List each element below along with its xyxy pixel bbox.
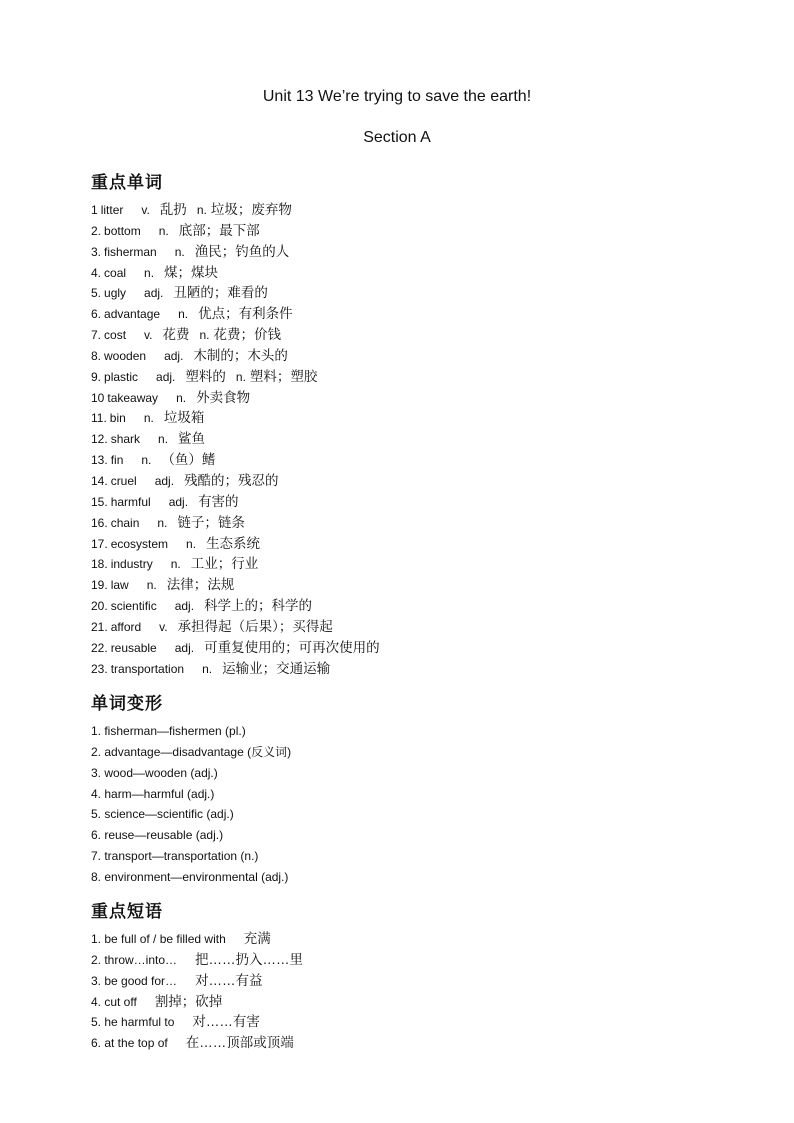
phrase-item [91, 929, 303, 950]
vocab-word: cruel [110, 473, 137, 488]
vocab-pos: n. [143, 411, 154, 426]
vocab-word: advantage [104, 307, 161, 322]
word-form-item: 5. science—scientific (adj.) [91, 807, 234, 822]
vocab-pos: n. [144, 265, 155, 280]
vocab-number: 2. [91, 223, 102, 238]
vocab-heading: 重点单词 [91, 173, 163, 192]
vocab-number: 14. [91, 473, 108, 488]
phrase-item [91, 950, 303, 971]
vocab-number: 18. [91, 557, 108, 572]
vocab-word: takeaway [107, 390, 159, 405]
vocab-meaning: 科学上的；科学的 [204, 598, 313, 614]
vocab-meaning-secondary: 塑料；塑胶 [249, 368, 318, 384]
vocab-meaning: 工业；行业 [190, 556, 259, 572]
vocab-meaning-secondary: 垃圾；废弃物 [210, 202, 292, 217]
vocab-meaning: 花费 [162, 327, 190, 343]
vocab-meaning: 鲨鱼 [178, 431, 206, 447]
vocab-pos: n. [186, 536, 197, 551]
forms-list [91, 721, 291, 888]
word-form-item: 1. fisherman—fishermen (pl.) [91, 724, 246, 738]
vocab-meaning-secondary: 花费；价钱 [213, 327, 281, 343]
section-title: Section A [363, 129, 431, 146]
phrases-list [91, 929, 303, 1054]
vocab-meaning: 优点；有利条件 [198, 306, 293, 322]
phrase-chinese: 在……顶部或顶端 [185, 1035, 294, 1051]
phrases-heading: 重点短语 [91, 902, 163, 921]
vocab-number: 5. [91, 286, 102, 301]
vocab-meaning: 煤；煤块 [164, 264, 219, 280]
vocab-word: wooden [104, 348, 147, 363]
vocab-meaning: 承担得起（后果）；买得起 [177, 618, 333, 634]
vocab-number: 19. [91, 578, 108, 593]
vocab-word: bottom [104, 223, 141, 238]
vocab-pos-secondary: n. [196, 203, 207, 217]
vocab-number: 7. [91, 328, 102, 343]
phrase-chinese: 对……有害 [192, 1014, 260, 1030]
vocab-pos: n. [170, 557, 181, 572]
vocab-pos: n. [141, 453, 152, 468]
vocab-meaning: 外卖食物 [196, 389, 251, 405]
vocab-item [91, 367, 380, 388]
vocab-number: 17. [91, 536, 108, 551]
vocab-number: 13. [91, 453, 108, 468]
vocab-item [91, 263, 380, 284]
vocab-item [91, 575, 380, 596]
vocab-pos: n. [158, 432, 169, 447]
vocab-word: transportation [110, 661, 185, 676]
phrase-chinese: 把……扔入……里 [195, 951, 304, 967]
vocab-number: 11. [91, 411, 107, 426]
vocab-number: 16. [91, 515, 108, 530]
phrase-item [91, 992, 303, 1013]
word-form-item: 7. transport—transportation (n.) [91, 849, 259, 864]
phrase-item [91, 1012, 303, 1033]
vocab-meaning: 渔民；钓鱼的人 [194, 243, 290, 259]
vocab-pos: n. [178, 307, 189, 322]
vocab-item [91, 617, 380, 638]
vocab-pos-secondary: n. [199, 328, 210, 343]
vocab-word: harmful [110, 494, 151, 509]
vocab-pos: adj. [144, 286, 164, 301]
word-form-item: 6. reuse—reusable (adj.) [91, 828, 224, 843]
vocab-item [91, 221, 380, 242]
vocab-item [91, 200, 380, 221]
vocab-word: industry [110, 557, 153, 572]
vocab-word: fisherman [104, 244, 157, 259]
vocab-meaning: 可重复使用的；可再次使用的 [204, 639, 380, 655]
vocab-word: law [110, 578, 129, 593]
vocab-word: litter [100, 203, 124, 217]
vocab-word: reusable [110, 640, 157, 655]
vocab-word: scientific [110, 599, 157, 614]
vocab-pos: adj. [174, 599, 195, 614]
vocab-pos: n. [176, 390, 187, 405]
phrase-item [91, 971, 303, 992]
vocab-meaning: 链子；链条 [177, 514, 245, 530]
phrase-english: 5. he harmful to [91, 1015, 175, 1030]
vocab-meaning: 生态系统 [206, 535, 261, 551]
phrase-english: 3. be good for… [91, 973, 178, 988]
vocab-meaning: 有害的 [198, 493, 239, 509]
vocab-pos: v. [141, 203, 150, 217]
vocab-number: 8. [91, 348, 102, 363]
vocab-pos: n. [146, 578, 157, 593]
vocab-pos: v. [144, 328, 153, 343]
vocab-pos: n. [157, 515, 168, 530]
phrase-chinese: 对……有益 [195, 972, 263, 988]
vocab-item [91, 283, 380, 304]
vocab-pos: n. [158, 223, 169, 238]
vocab-word: fin [110, 453, 124, 468]
vocab-item [91, 304, 380, 325]
vocab-pos: n. [202, 661, 213, 676]
phrase-english: 6. at the top of [91, 1036, 168, 1051]
vocab-item [91, 513, 380, 534]
phrase-english: 2. throw…into… [91, 952, 178, 967]
word-form-item: 8. environment—environmental (adj.) [91, 869, 289, 884]
vocab-number: 20. [91, 599, 108, 614]
vocab-item [91, 346, 380, 367]
word-form-item: 4. harm—harmful (adj.) [91, 786, 215, 801]
vocab-item [91, 471, 380, 492]
vocab-meaning: 法律；法规 [166, 577, 235, 593]
vocab-word: afford [110, 619, 142, 634]
vocab-pos: adj. [164, 348, 184, 363]
vocab-number: 4. [91, 265, 102, 280]
phrase-item [91, 1033, 303, 1054]
vocab-word: plastic [104, 369, 139, 384]
vocab-pos: v. [159, 619, 168, 634]
forms-heading: 单词变形 [91, 694, 163, 713]
vocab-item [91, 325, 380, 346]
word-form-item: 2. advantage—disadvantage (反义词) [91, 744, 292, 759]
vocab-word: ugly [104, 286, 127, 301]
vocab-pos: n. [174, 244, 185, 259]
phrase-chinese: 割掉；砍掉 [154, 993, 223, 1009]
vocab-item [91, 388, 380, 409]
vocab-item [91, 408, 380, 429]
vocab-meaning: 乱扔 [159, 202, 187, 217]
vocab-number: 12. [91, 432, 108, 447]
vocab-meaning: 残酷的；残忍的 [184, 472, 279, 488]
vocab-item [91, 638, 380, 659]
vocab-number: 3. [91, 244, 102, 259]
vocab-number: 21. [91, 619, 108, 634]
vocab-number: 6. [91, 307, 102, 322]
vocab-meaning: 塑料的 [185, 368, 226, 384]
vocab-meaning: 丑陋的；难看的 [173, 285, 268, 301]
vocab-item [91, 534, 380, 555]
vocab-word: cost [104, 328, 127, 343]
word-form-item: 3. wood—wooden (adj.) [91, 765, 218, 780]
vocab-item [91, 242, 380, 263]
vocab-number: 22. [91, 640, 108, 655]
vocab-number: 23. [91, 661, 108, 676]
vocab-word: shark [110, 432, 141, 447]
vocab-pos-secondary: n. [235, 369, 246, 384]
vocab-meaning: 木制的；木头的 [193, 347, 288, 363]
vocab-pos: adj. [154, 473, 175, 488]
vocab-item [91, 492, 380, 513]
vocab-item [91, 450, 380, 471]
vocab-word: chain [110, 515, 140, 530]
vocab-item [91, 596, 380, 617]
unit-title: Unit 13 We’re trying to save the earth! [262, 88, 532, 105]
vocab-pos: adj. [174, 640, 195, 655]
phrase-english: 1. be full of / be filled with [91, 932, 226, 946]
vocab-word: bin [109, 411, 126, 426]
vocab-number: 1 [91, 203, 98, 217]
vocab-pos: adj. [156, 369, 176, 384]
vocab-number: 15. [91, 494, 108, 509]
vocab-list [91, 200, 380, 679]
vocab-item [91, 554, 380, 575]
vocab-meaning: （鱼）鳍 [161, 452, 216, 468]
vocab-meaning: 底部；最下部 [178, 222, 260, 238]
vocab-meaning: 运输业；交通运输 [222, 660, 331, 676]
phrase-chinese: 充满 [243, 931, 271, 946]
vocab-number: 10 [91, 390, 105, 405]
vocab-word: coal [104, 265, 127, 280]
vocab-item [91, 659, 380, 680]
vocab-pos: adj. [168, 494, 189, 509]
vocab-number: 9. [91, 369, 102, 384]
vocab-item [91, 429, 380, 450]
phrase-english: 4. cut off [91, 994, 137, 1009]
vocab-word: ecosystem [110, 536, 169, 551]
vocab-meaning: 垃圾箱 [163, 410, 205, 426]
